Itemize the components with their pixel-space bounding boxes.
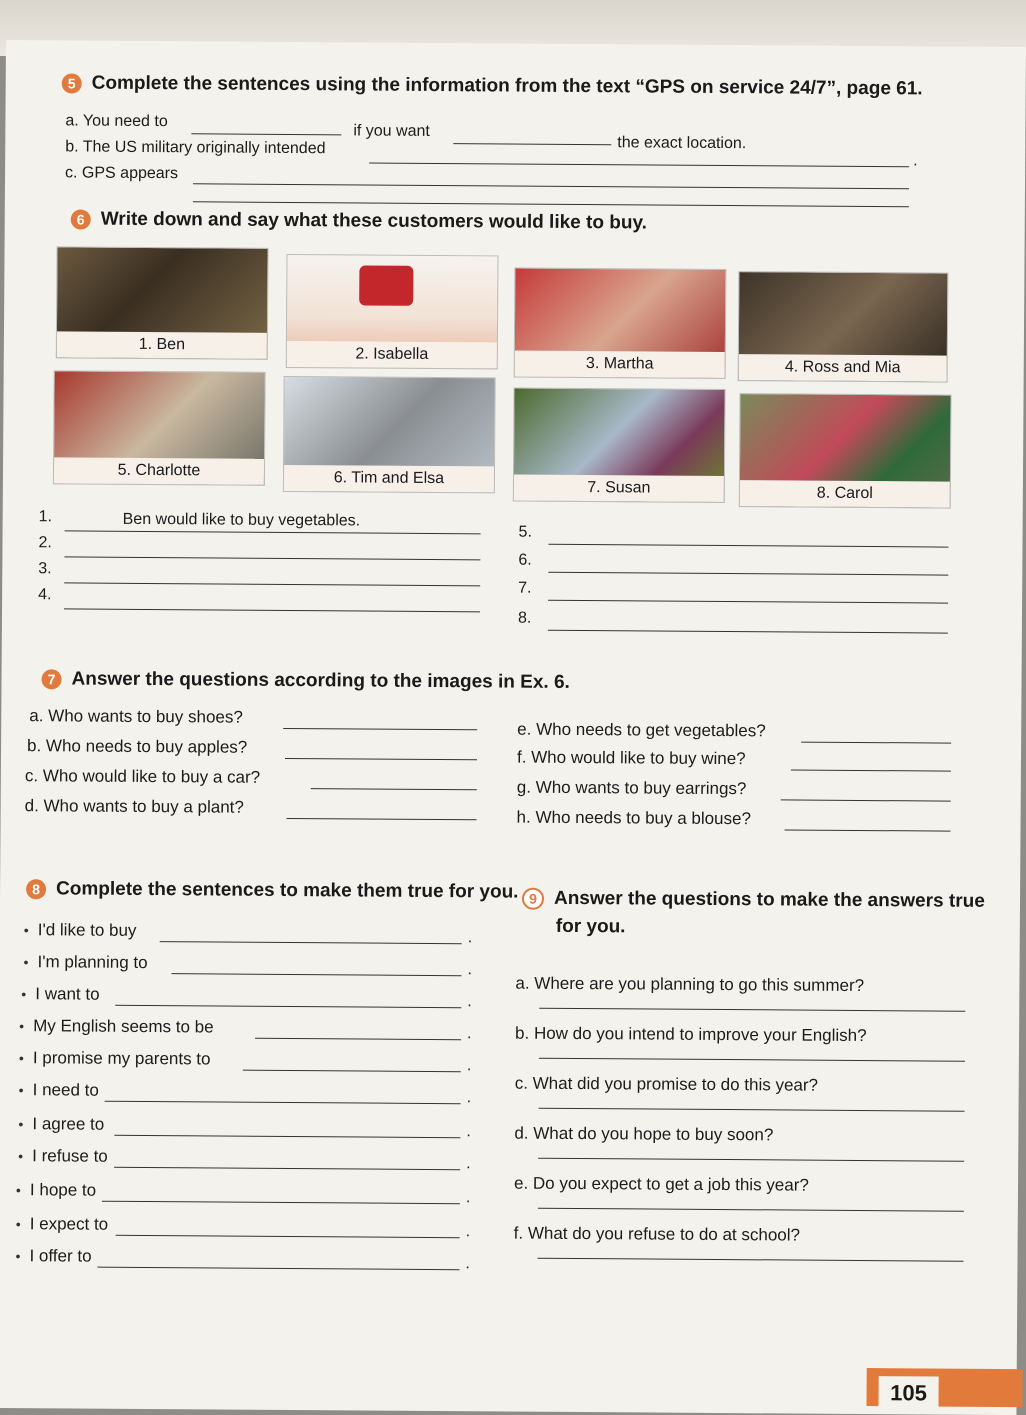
ex7-question-e: e. Who needs to get vegetables? <box>517 719 766 741</box>
ex7-title: Answer the questions according to the images in Ex. 6. <box>71 668 570 693</box>
ex8-sentence-start: I need to <box>32 1080 99 1100</box>
ex6-blank-2[interactable] <box>64 556 480 560</box>
ex7-question-b: b. Who needs to buy apples? <box>27 736 248 757</box>
ex5-a-part1: a. You need to <box>65 112 168 131</box>
ex5-c-blank-2[interactable] <box>193 201 909 207</box>
caption-tim-and-elsa: 6. Tim and Elsa <box>284 465 494 492</box>
ex8-bullet: • <box>15 1182 21 1199</box>
ex9-title-line2: for you. <box>555 915 626 938</box>
ex7-blank-g[interactable] <box>781 799 951 801</box>
ex8-period: . <box>467 1025 472 1043</box>
ex8-sentence-start: My English seems to be <box>33 1016 214 1037</box>
ex8-blank[interactable] <box>243 1070 461 1073</box>
page-number: 105 <box>878 1376 938 1410</box>
ex6-num-7: 7. <box>518 579 532 597</box>
photo-charlotte <box>53 370 266 485</box>
ex9-answer-blank[interactable] <box>539 1008 965 1012</box>
ex9-title-line1: Answer the questions to make the answers true <box>553 887 985 912</box>
photo-susan <box>513 388 726 503</box>
ex8-sentence-start: I'm planning to <box>37 952 148 973</box>
ex7-question-a: a. Who wants to buy shoes? <box>29 706 243 727</box>
ex8-bullet: • <box>15 1248 21 1265</box>
ex7-blank-b[interactable] <box>285 758 477 760</box>
ex7-blank-a[interactable] <box>283 728 477 730</box>
photo-ben <box>56 246 269 359</box>
ex8-sentence-start: I expect to <box>29 1214 109 1234</box>
ex8-blank[interactable] <box>116 1235 460 1238</box>
caption-isabella: 2. Isabella <box>287 341 497 368</box>
ex8-period: . <box>467 929 473 947</box>
ex6-example-answer: Ben would like to buy vegetables. <box>122 510 361 530</box>
caption-susan: 7. Susan <box>514 475 724 502</box>
ex8-blank[interactable] <box>255 1038 461 1040</box>
ex6-blank-7[interactable] <box>548 600 948 604</box>
ex9-heading <box>522 888 985 913</box>
ex8-blank[interactable] <box>115 1005 461 1008</box>
ex8-period: . <box>466 1057 472 1075</box>
ex6-num-6: 6. <box>518 551 532 569</box>
ex8-period: . <box>466 1089 472 1107</box>
photo-carol <box>739 393 952 508</box>
ex9-question: f. What do you refuse to do at school? <box>513 1223 801 1245</box>
workbook-page <box>0 40 1026 1415</box>
ex5-number-badge: 5 <box>62 73 82 93</box>
ex7-heading <box>41 668 569 694</box>
ex9-answer-blank[interactable] <box>539 1108 965 1112</box>
ex8-bullet: • <box>18 1082 24 1099</box>
caption-ben: 1. Ben <box>57 331 267 358</box>
ex5-a-part2: if you want <box>353 122 430 140</box>
ex9-answer-blank[interactable] <box>539 1058 965 1062</box>
ex8-blank[interactable] <box>114 1167 460 1170</box>
ex8-heading <box>26 878 519 903</box>
ex6-num-2: 2. <box>38 534 52 552</box>
photo-martha <box>514 268 727 379</box>
ex5-title: Complete the sentences using the information from the text “GPS on service 24/7”, page 61. <box>91 72 923 100</box>
ex8-blank[interactable] <box>171 973 461 976</box>
ex9-number-badge: 9 <box>522 888 544 910</box>
ex9-answer-blank[interactable] <box>538 1258 964 1262</box>
ex8-bullet: • <box>18 1116 24 1133</box>
ex6-num-8: 8. <box>517 609 532 627</box>
ex8-period: . <box>466 1155 471 1173</box>
ex8-blank[interactable] <box>160 941 462 944</box>
ex8-sentence-start: I want to <box>35 984 100 1004</box>
ex8-blank[interactable] <box>102 1201 460 1204</box>
ex6-num-4: 4. <box>38 586 52 604</box>
ex7-blank-f[interactable] <box>791 769 951 771</box>
ex6-blank-5[interactable] <box>548 544 948 548</box>
ex8-bullet: • <box>21 986 27 1003</box>
ex5-b-dot: . <box>913 152 918 170</box>
ex8-period: . <box>467 993 472 1011</box>
ex8-bullet: • <box>23 954 29 971</box>
ex8-number-badge: 8 <box>26 879 46 899</box>
ex9-question: b. How do you intend to improve your English? <box>515 1023 867 1046</box>
ex5-a-part3: the exact location. <box>617 134 747 153</box>
ex5-a-blank-1[interactable] <box>191 133 341 135</box>
ex8-sentence-start: I offer to <box>29 1246 92 1266</box>
ex8-period: . <box>467 961 473 979</box>
ex8-bullet: • <box>18 1050 24 1067</box>
ex6-num-3: 3. <box>38 560 52 578</box>
ex6-blank-1[interactable] <box>65 530 481 534</box>
photo-isabella <box>286 254 499 369</box>
ex5-c-blank-1[interactable] <box>193 183 909 189</box>
ring-box-shape <box>359 265 413 305</box>
ex5-a-blank-2[interactable] <box>453 143 611 145</box>
ex8-sentence-start: I refuse to <box>32 1146 108 1166</box>
ex8-sentence-start: I agree to <box>32 1114 105 1134</box>
ex6-title: Write down and say what these customers would like to buy. <box>100 208 647 234</box>
ex9-question: d. What do you hope to buy soon? <box>514 1123 774 1145</box>
ex6-heading <box>71 208 647 234</box>
ex9-question: a. Where are you planning to go this summer? <box>515 973 865 996</box>
ex8-period: . <box>465 1189 471 1207</box>
ex8-sentence-start: I'd like to buy <box>37 920 137 940</box>
ex6-blank-4[interactable] <box>64 608 480 612</box>
ex8-period: . <box>466 1123 471 1141</box>
ex5-b-blank[interactable] <box>369 163 909 168</box>
ex7-question-f: f. Who would like to buy wine? <box>516 747 746 769</box>
ex8-bullet: • <box>23 922 29 939</box>
ex6-blank-3[interactable] <box>64 582 480 586</box>
ex7-question-c: c. Who would like to buy a car? <box>24 766 261 787</box>
ex6-blank-8[interactable] <box>548 630 948 634</box>
caption-martha: 3. Martha <box>515 351 725 378</box>
ex5-b-text: b. The US military originally intended <box>65 138 326 158</box>
ex9-question: c. What did you promise to do this year? <box>514 1073 819 1095</box>
ex8-title: Complete the sentences to make them true for you. <box>56 878 519 903</box>
ex7-number-badge: 7 <box>41 669 61 689</box>
ex8-blank[interactable] <box>114 1135 460 1138</box>
ex8-bullet: • <box>15 1216 21 1233</box>
ex9-answer-blank[interactable] <box>538 1208 964 1212</box>
caption-ross-and-mia: 4. Ross and Mia <box>739 354 947 381</box>
ex6-blank-6[interactable] <box>548 572 948 576</box>
ex7-blank-d[interactable] <box>287 818 477 820</box>
ex6-num-5: 5. <box>518 523 532 541</box>
ex6-number-badge: 6 <box>71 209 91 229</box>
ex9-question: e. Do you expect to get a job this year? <box>513 1173 809 1195</box>
photo-ross-and-mia <box>738 271 949 382</box>
ex6-num-1: 1. <box>38 508 53 526</box>
ex7-question-g: g. Who wants to buy earrings? <box>516 777 747 799</box>
ex7-question-h: h. Who needs to buy a blouse? <box>516 807 752 829</box>
ex8-bullet: • <box>19 1018 25 1035</box>
ex7-question-d: d. Who wants to buy a plant? <box>24 796 244 817</box>
caption-carol: 8. Carol <box>740 480 950 507</box>
ex8-period: . <box>465 1255 470 1273</box>
ex8-sentence-start: I hope to <box>29 1180 97 1200</box>
ex8-sentence-start: I promise my parents to <box>32 1048 211 1069</box>
ex8-period: . <box>465 1223 471 1241</box>
photo-tim-and-elsa <box>283 376 496 493</box>
ex8-blank[interactable] <box>97 1267 459 1271</box>
ex5-c-text: c. GPS appears <box>65 164 179 183</box>
ex9-answer-blank[interactable] <box>538 1158 964 1162</box>
ex7-blank-h[interactable] <box>785 829 951 831</box>
ex7-blank-c[interactable] <box>311 788 477 790</box>
ex8-bullet: • <box>18 1148 24 1165</box>
caption-charlotte: 5. Charlotte <box>54 457 264 484</box>
ex8-blank[interactable] <box>105 1101 461 1104</box>
ex7-blank-e[interactable] <box>801 742 951 744</box>
ex5-heading <box>62 72 923 100</box>
